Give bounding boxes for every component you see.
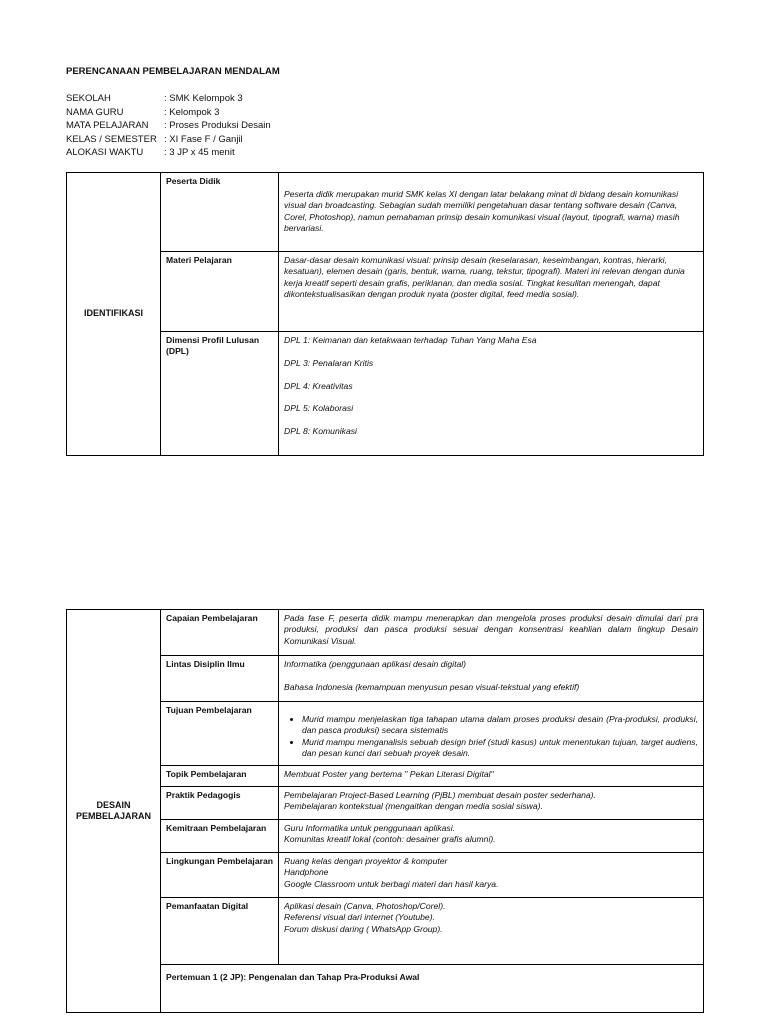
digital-line: Aplikasi desain (Canva, Photoshop/Corel). xyxy=(284,901,446,911)
dpl-item: DPL 4: Kreativitas xyxy=(284,380,353,391)
content-tujuan xyxy=(279,702,704,766)
meta-row-mapel xyxy=(66,119,271,133)
meta-row-kelas xyxy=(66,133,271,147)
content-materi-pelajaran: Dasar-dasar desain komunikasi visual: prinsip desain (keselarasan, keseimbangan, kontras, hierarki, kesatuan), elemen desain (garis, bentuk, warna, ruang, tekstur, tipografi). Materi ini relevan dengan dunia kerja kreatif seperti desain grafis, periklanan, dan media sosial. Tingkat kesulitan menengah, dapat dikontekstualisasikan dengan produk nyata (poster digital, feed media sosial). xyxy=(279,252,704,332)
content-praktik xyxy=(279,787,704,820)
document-title: PERENCANAAN PEMBELAJARAN MENDALAM xyxy=(66,66,280,77)
label-tujuan: Tujuan Pembelajaran xyxy=(161,702,279,766)
meta-label: KELAS / SEMESTER xyxy=(66,133,157,145)
dpl-item: DPL 3: Penalaran Kritis xyxy=(284,357,374,368)
lingkungan-line: Ruang kelas dengan proyektor & komputer xyxy=(284,856,448,866)
label-topik: Topik Pembelajaran xyxy=(161,766,279,787)
content-pemanfaatan-digital xyxy=(279,898,704,965)
tujuan-item: • Murid mampu menganalisis sebuah design brief (studi kasus) untuk menentukan tujuan, target audiens, dan pesan kunci dari sebuah proyek desain. xyxy=(302,737,698,760)
content-lintas-disiplin xyxy=(279,656,704,702)
digital-line: Referensi visual dari internet (Youtube). xyxy=(284,912,435,923)
label-materi-pelajaran: Materi Pelajaran xyxy=(161,252,279,332)
lintas-item: Bahasa Indonesia (kemampuan menyusun pesan visual-tekstual yang efektif) xyxy=(284,681,580,692)
praktik-line: Pembelajaran Project-Based Learning (PjBL) membuat desain poster sederhana). xyxy=(284,790,596,800)
meta-label: SEKOLAH xyxy=(66,93,111,104)
meta-value: : Proses Produksi Desain xyxy=(164,120,271,131)
meta-label: MATA PELAJARAN xyxy=(66,120,149,131)
tujuan-item: • Murid mampu menjelaskan tiga tahapan utama dalam proses produksi desain (Pra-produksi, produksi, dan pasca produksi) secara sistematis xyxy=(302,714,698,737)
meta-label: NAMA GURU xyxy=(66,106,124,118)
label-praktik: Praktik Pedagogis xyxy=(161,787,279,820)
tujuan-list xyxy=(284,714,698,760)
section-identifikasi: IDENTIFIKASI xyxy=(67,173,161,456)
meta-row-alokasi xyxy=(66,146,271,160)
content-topik: Membuat Poster yang bertema " Pekan Literasi Digital" xyxy=(279,766,704,787)
digital-line: Forum diskusi daring ( WhatsApp Group). xyxy=(284,923,443,934)
content-capaian: Pada fase F, peserta didik mampu menerapkan dan mengelola proses produksi desain dimulai dari pra produksi, produksi dan pasca produksi sesuai dengan konsentrasi keahlian dalam lingkup Desain Komunikasi Visual. xyxy=(279,610,704,656)
label-kemitraan: Kemitraan Pembelajaran xyxy=(161,820,279,853)
label-pemanfaatan-digital: Pemanfaatan Digital xyxy=(161,898,279,965)
identifikasi-table xyxy=(66,172,704,456)
kemitraan-line: Komunitas kreatif lokal (contoh: desainer grafis alumni). xyxy=(284,834,496,845)
lingkungan-line: Google Classroom untuk berbagi materi dan hasil karya. xyxy=(284,878,499,889)
content-kemitraan xyxy=(279,820,704,853)
meta-value: : XI Fase F / Ganjil xyxy=(164,133,243,145)
dpl-item: DPL 1: Keimanan dan ketakwaan terhadap Tuhan Yang Maha Esa xyxy=(284,335,537,345)
praktik-line: Pembelajaran kontekstual (mengaitkan dengan media sosial siswa). xyxy=(284,801,543,812)
desain-table xyxy=(66,609,704,1013)
meta-value: : SMK Kelompok 3 xyxy=(164,93,243,104)
kemitraan-line: Guru Informatika untuk penggunaan aplikasi. xyxy=(284,823,456,833)
label-peserta-didik: Peserta Didik xyxy=(161,173,279,252)
content-peserta-didik: Peserta didik merupakan murid SMK kelas XI dengan latar belakang minat di bidang desain komunikasi visual dan broadcasting. Sebagian sudah memiliki pengetahuan dasar tentang software desain (Canva, Corel, Photoshop), namun pemahaman prinsip desain komunikasi visual (layout, tipografi, warna) masih bervariasi. xyxy=(279,173,704,252)
label-lingkungan: Lingkungan Pembelajaran xyxy=(161,853,279,898)
section-desain-pembelajaran: DESAIN PEMBELAJARAN xyxy=(67,610,161,1013)
document-meta xyxy=(66,92,271,160)
label-dpl: Dimensi Profil Lulusan (DPL) xyxy=(161,332,279,456)
meta-value: : 3 JP x 45 menit xyxy=(164,147,235,158)
label-lintas-disiplin: Lintas Disiplin Ilmu xyxy=(161,656,279,702)
content-dpl xyxy=(279,332,704,456)
pertemuan-1-header: Pertemuan 1 (2 JP): Pengenalan dan Tahap Pra-Produksi Awal xyxy=(161,965,704,1013)
dpl-item: DPL 8: Komunikasi xyxy=(284,426,357,437)
meta-row-sekolah xyxy=(66,92,271,106)
label-capaian: Capaian Pembelajaran xyxy=(161,610,279,656)
meta-value: : Kelompok 3 xyxy=(164,106,220,118)
lingkungan-line: Handphone xyxy=(284,867,329,878)
meta-row-guru xyxy=(66,106,271,120)
lintas-item: Informatika (penggunaan aplikasi desain digital) xyxy=(284,659,467,669)
content-lingkungan xyxy=(279,853,704,898)
dpl-item: DPL 5: Kolaborasi xyxy=(284,403,354,414)
meta-label: ALOKASI WAKTU xyxy=(66,147,144,158)
